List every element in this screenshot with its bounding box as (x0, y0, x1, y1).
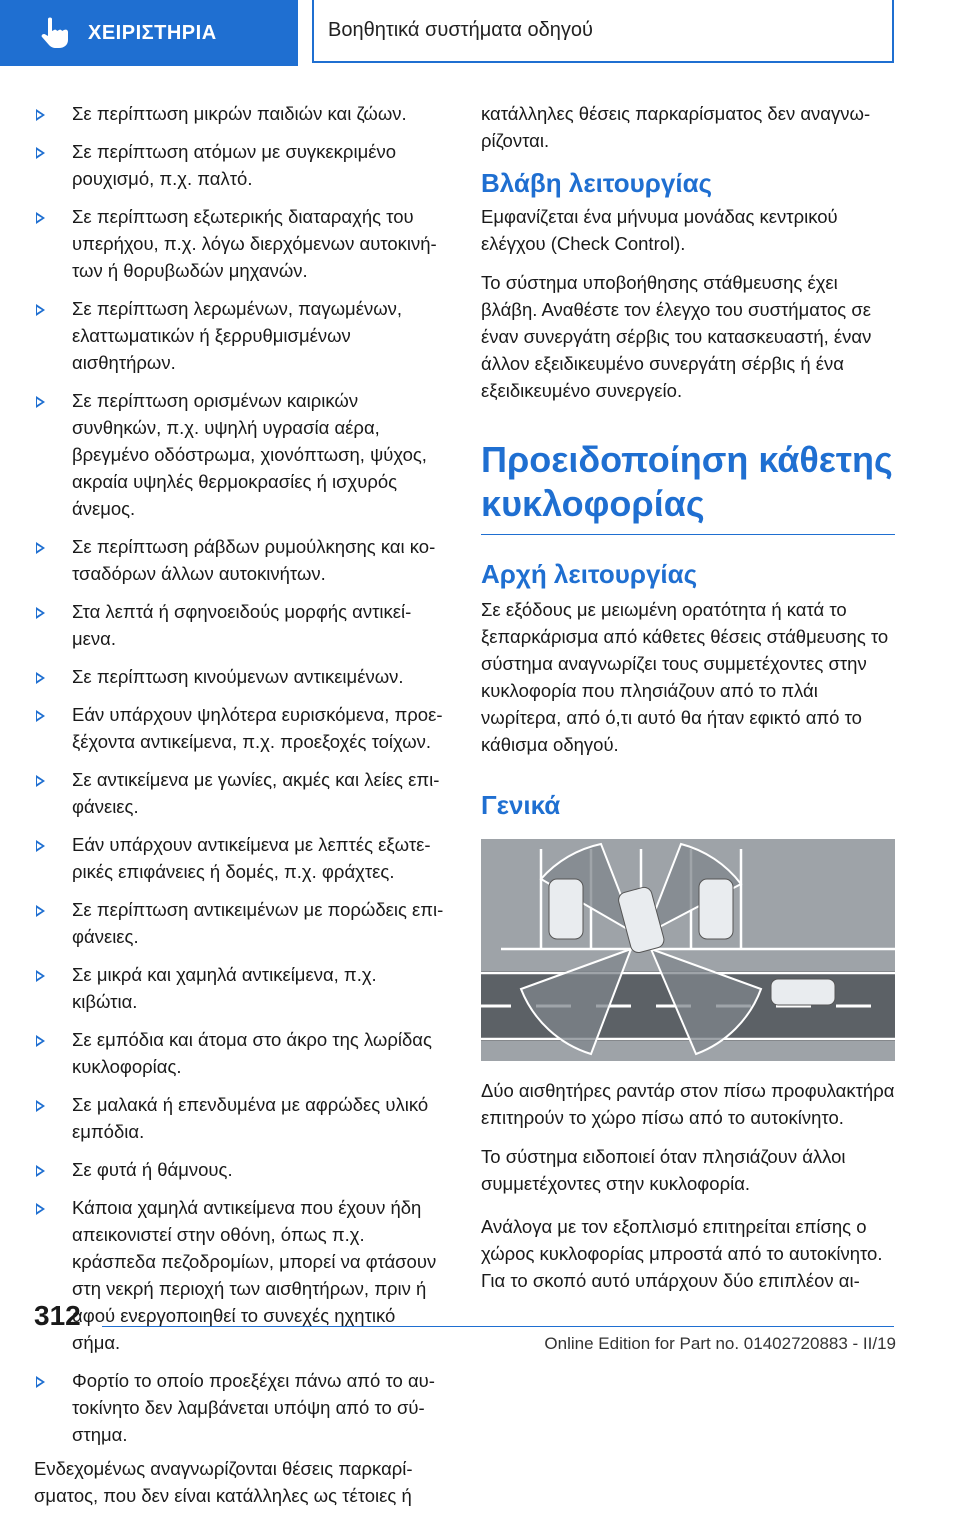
principle-heading: Αρχή λειτουργίας (481, 559, 698, 589)
list-item: Στα λεπτά ή σφηνοειδούς μορφής αντικείμενα. (34, 598, 446, 652)
triangle-bullet-icon (36, 1165, 45, 1177)
fault-heading: Βλάβη λειτουργίας (481, 168, 713, 198)
list-item: Εάν υπάρχουν αντικείμενα με λεπτές εξωτερικές επιφάνειες ή δομές, π.χ. φράχτες. (34, 831, 446, 885)
triangle-bullet-icon (36, 147, 45, 159)
triangle-bullet-icon (36, 212, 45, 224)
triangle-bullet-icon (36, 970, 45, 982)
left-column (34, 100, 446, 1521)
triangle-bullet-icon (36, 109, 45, 121)
cross-traffic-illustration (481, 839, 895, 1061)
general-paragraph-1: Δύο αισθητήρες ραντάρ στον πίσω προφυλακτήρα επιτηρούν το χώρο πίσω από το αυτοκίνητο. (481, 1080, 895, 1128)
list-item: Σε περίπτωση ατόμων με συγκεκριμένο ρουχισμό, π.χ. παλτό. (34, 138, 446, 192)
main-heading: Προειδοποίηση κάθετης κυκλοφορίας (481, 438, 895, 535)
general-heading: Γενικά (481, 790, 561, 820)
triangle-bullet-icon (36, 775, 45, 787)
list-item: Σε περίπτωση κινούμενων αντικειμένων. (34, 663, 446, 690)
parking-diagram-illustration (481, 839, 895, 1061)
triangle-bullet-icon (36, 1203, 45, 1215)
triangle-bullet-icon (36, 542, 45, 554)
triangle-bullet-icon (36, 1376, 45, 1388)
principle-paragraph: Σε εξόδους με μειωμένη ορατότητα ή κατά το ξεπαρκάρισμα από κάθετες θέσεις στάθμευσης το σύστημα αναγνωρίζει τους συμμετέχοντες στην κυκλοφορία που πλησιάζουν από το πλάι νωρίτερα, από ό,τι αυτό θα ήταν εφικτό από το κάθισμα οδηγού. (481, 599, 889, 755)
triangle-bullet-icon (36, 396, 45, 408)
triangle-bullet-icon (36, 672, 45, 684)
list-item: Σε περίπτωση μικρών παιδιών και ζώων. (34, 100, 446, 127)
footer-divider (102, 1326, 894, 1327)
closing-paragraph: Ενδεχομένως αναγνωρίζονται θέσεις παρκαρίσματος, που δεν είναι κατάλληλες ως τέτοιες ή (34, 1458, 413, 1506)
section-tab-label: ΧΕΙΡΙΣΤΗΡΙΑ (88, 21, 217, 44)
list-item: Σε περίπτωση ορισμένων καιρικών συνθηκών, π.χ. υψηλή υγρασία αέρα, βρεγμένο οδόστρωμα, χιονόπτωση, ψύχος, ακραία υψηλές θερμοκρασίες ή ισχυρός άνεμος. (34, 387, 446, 522)
fault-paragraph-1: Εμφανίζεται ένα μήνυμα μονάδας κεντρικού ελέγχου (Check Control). (481, 206, 838, 254)
general-paragraph-3: Ανάλογα με τον εξοπλισμό επιτηρείται επίσης ο χώρος κυκλοφορίας μπροστά από το αυτοκίνητο. Για το σκοπό αυτό υπάρχουν δύο επιπλέον αι- (481, 1216, 883, 1291)
triangle-bullet-icon (36, 304, 45, 316)
section-tab[interactable] (0, 0, 298, 66)
list-item: Σε μικρά και χαμηλά αντικείμενα, π.χ. κιβώτια. (34, 961, 446, 1015)
list-item: Σε φυτά ή θάμνους. (34, 1156, 446, 1183)
list-item: Φορτίο το οποίο προεξέχει πάνω από το αυτοκίνητο δεν λαμβάνεται υπόψη από το σύστημα. (34, 1367, 446, 1448)
triangle-bullet-icon (36, 710, 45, 722)
list-item: Σε περίπτωση αντικειμένων με πορώδεις επιφάνειες. (34, 896, 446, 950)
list-item: Σε εμπόδια και άτομα στο άκρο της λωρίδας κυκλοφορίας. (34, 1026, 446, 1080)
limitations-list (34, 100, 446, 1448)
list-item: Εάν υπάρχουν ψηλότερα ευρισκόμενα, προεξέχοντα αντικείμενα, π.χ. προεξοχές τοίχων. (34, 701, 446, 755)
continuation-paragraph: κατάλληλες θέσεις παρκαρίσματος δεν αναγνωρίζονται. (481, 103, 871, 151)
breadcrumb: Βοηθητικά συστήματα οδηγού (312, 0, 894, 63)
edition-note: Online Edition for Part no. 01402720883 - II/19 (544, 1334, 896, 1353)
list-item: Σε περίπτωση ράβδων ρυμούλκησης και κοτσαδόρων άλλων αυτοκινήτων. (34, 533, 446, 587)
list-item: Σε περίπτωση λερωμένων, παγωμένων, ελαττωματικών ή ξερρυθμισμένων αισθητήρων. (34, 295, 446, 376)
page-number: 312 (34, 1300, 81, 1331)
fault-paragraph-2: Το σύστημα υποβοήθησης στάθμευσης έχει βλάβη. Αναθέστε τον έλεγχο του συστήματος σε έναν συνεργάτη σέρβις του κατασκευαστή, έναν άλλον εξειδικευμένο συνεργάτη σέρβις ή ένα εξειδικευμένο συνεργείο. (481, 272, 872, 401)
list-item: Σε μαλακά ή επενδυμένα με αφρώδες υλικό εμπόδια. (34, 1091, 446, 1145)
triangle-bullet-icon (36, 1100, 45, 1112)
general-paragraph-2: Το σύστημα ειδοποιεί όταν πλησιάζουν άλλοι συμμετέχοντες στην κυκλοφορία. (481, 1146, 846, 1194)
page-header (0, 0, 960, 66)
triangle-bullet-icon (36, 1035, 45, 1047)
list-item: Σε περίπτωση εξωτερικής διαταραχής του υπερήχου, π.χ. λόγω διερχόμενων αυτοκινήτων ή θορυβωδών μηχανών. (34, 203, 446, 284)
hand-pointer-icon (34, 13, 74, 53)
triangle-bullet-icon (36, 607, 45, 619)
triangle-bullet-icon (36, 840, 45, 852)
right-column (481, 100, 895, 1306)
list-item: Κάποια χαμηλά αντικείμενα που έχουν ήδη απεικονιστεί στην οθόνη, όπως π.χ. κράσπεδα πεζοδρομίων, μπορεί να φτάσουν στη νεκρή περιοχή των αισθητήρων, πριν ή αφού ενεργοποιηθεί το συνεχές ηχητικό σήμα. (34, 1194, 446, 1356)
list-item: Σε αντικείμενα με γωνίες, ακμές και λείες επιφάνειες. (34, 766, 446, 820)
triangle-bullet-icon (36, 905, 45, 917)
